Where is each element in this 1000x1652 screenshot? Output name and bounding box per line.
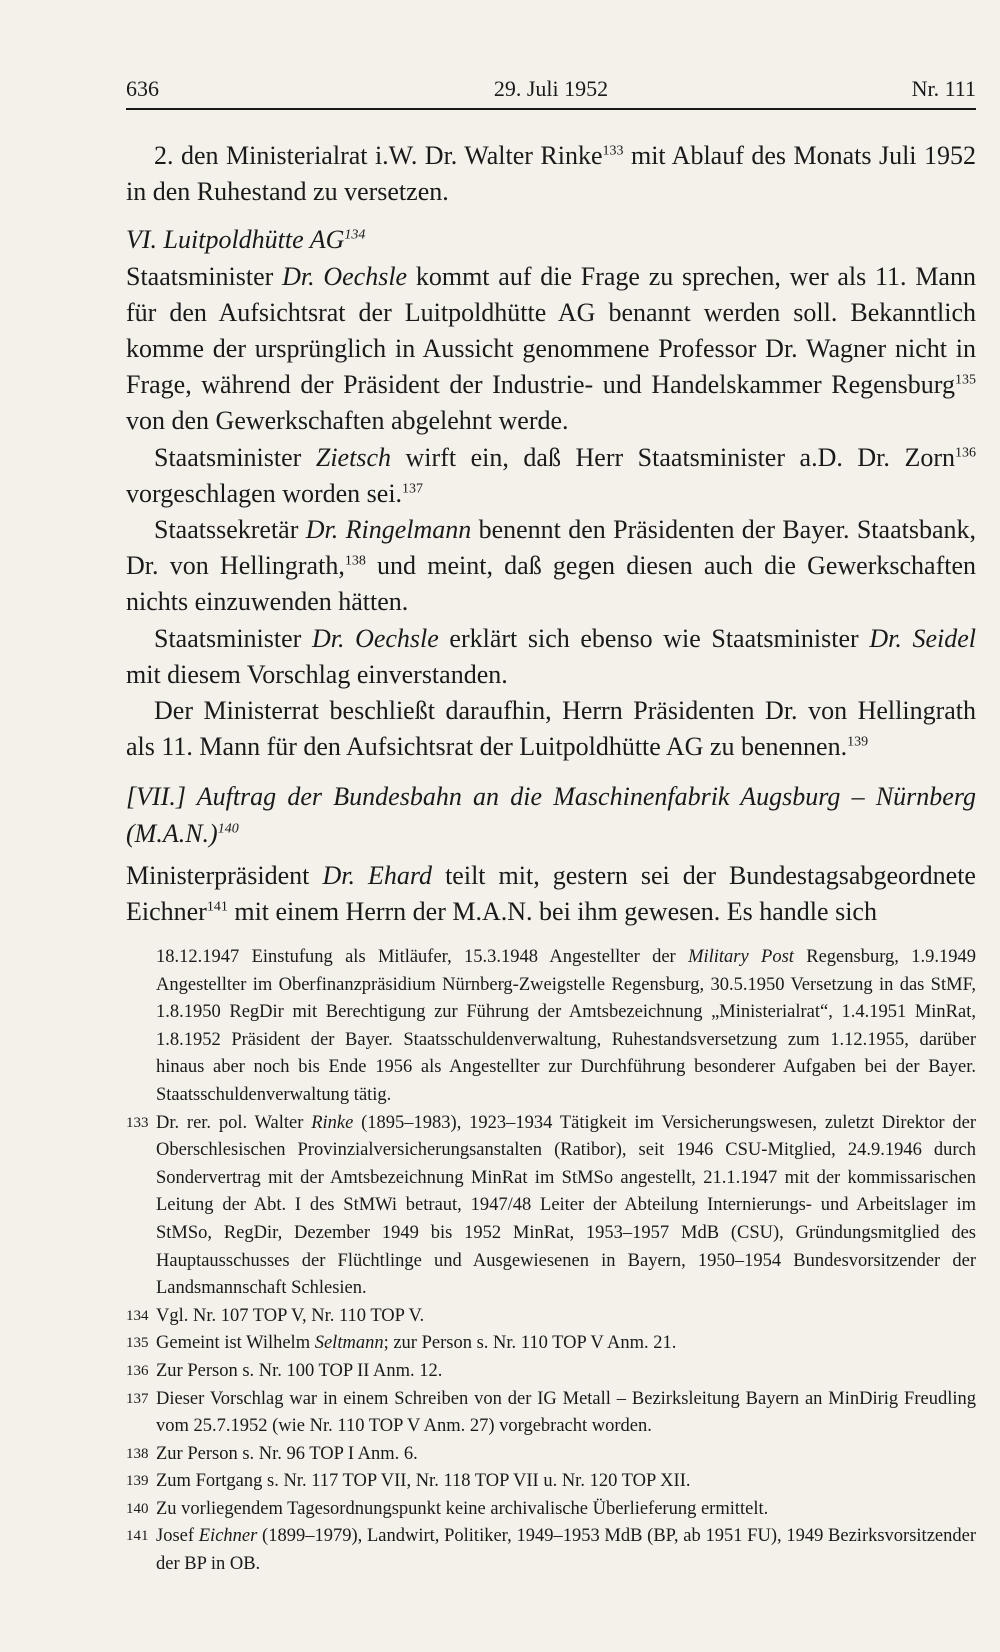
page-header: [126, 72, 976, 110]
text: Staatsminister: [154, 623, 312, 653]
text: und meint, daß gegen diesen auch die Gewerkschaften nichts einzuwenden hätten.: [126, 551, 976, 617]
heading-text: VI. Luitpoldhütte AG: [126, 225, 345, 255]
page-number: 636: [126, 76, 159, 101]
section-heading-vi: [126, 222, 976, 258]
footnote-ref: 138: [344, 553, 366, 569]
text: Zu vorliegendem Tagesordnungspunkt keine archivalische Überlieferung ermittelt.: [156, 1498, 769, 1519]
text: Der Ministerrat beschließt daraufhin, Herrn Präsidenten Dr. von Hellingrath als 11. Mann für den Aufsichtsrat der Luitpoldhütte AG zu benennen.: [126, 696, 976, 762]
text: Gemeint ist Wilhelm: [156, 1333, 315, 1354]
text: Regensburg, 1.9.1949 Angestellter im Oberfinanzpräsidium Nürnberg-Zweigstelle Regensburg, 30.5.1950 Versetzung in das StMF, 1.8.1950 RegDir mit Berechtigung zur Führung der Amtsbezeichnung „Ministerialrat“, 1.4.1951 MinRat, 1.8.1952 Präsident der Bayer. Staatsschuldenverwaltung, Ruhestandsversetzung zum 1.12.1955, darüber hinaus aber noch bis Ende 1956 als Angestellter zur Durchführung besonderer Aufgaben bei der Bayer. Staatsschuldenverwaltung tätig.: [156, 947, 976, 1105]
person-title: Dr.: [282, 261, 315, 291]
footnote-137: [126, 1386, 976, 1441]
text: Staatsminister: [154, 442, 316, 472]
footnotes: [126, 944, 976, 1579]
text: Staatsminister: [126, 261, 283, 291]
text: 18.12.1947 Einstufung als Mitläufer, 15.3.1948 Angestellter der: [156, 947, 689, 967]
footnote-number: 136: [126, 1362, 149, 1379]
footnote-133: [126, 1110, 976, 1303]
footnote-number: 141: [126, 1528, 149, 1545]
footnote-134: [126, 1303, 976, 1331]
person-name: Dr. Oechsle: [311, 623, 439, 653]
text: Ministerpräsident: [126, 860, 323, 890]
bracket: [: [126, 782, 137, 812]
text: (1899–1979), Landwirt, Politiker, 1949–1953 MdB (BP, ab 1951 FU), 1949 Bezirksvorsitzender der BP in OB.: [156, 1526, 976, 1575]
footnote-number: 140: [126, 1500, 149, 1517]
text: 2. den Ministerialrat i.W. Dr. Walter Rinke: [154, 141, 603, 170]
paragraph-zietsch: [126, 440, 976, 512]
person-name: Dr. Ehard: [322, 860, 433, 890]
paragraph-oechsle-agrees: [126, 621, 976, 693]
text: teilt mit, gestern sei der Bundestagsabgeordnete Eichner: [126, 860, 976, 927]
footnote-ref: 136: [955, 444, 976, 460]
footnote-continuation: [156, 944, 976, 1110]
footnote-ref: 135: [955, 372, 976, 388]
text: (1895–1983), 1923–1934 Tätigkeit im Versicherungswesen, zuletzt Direktor der Oberschlesischen Provinzialversicherungsanstalten (Ratibor), seit 1946 CSU-Mitglied, 24.9.1946 durch Sondervertrag mit der Amtsbezeichnung MinRat im StMSo angestellt, 21.1.1947 mit der kommissarischen Leitung der Abt. I des StMWi betraut, 1947/48 Leiter der Abteilung Internierungs- und Arbeitslager im StMSo, RegDir, Dezember 1949 bis 1952 MinRat, 1953–1957 MdB (CSU), Gründungsmitglied des Hauptausschusses der Flüchtlinge und Ausgewiesenen in Bayern, 1950–1954 Bundesvorsitzender der Landsmannschaft Schlesien.: [156, 1112, 976, 1299]
text: Dieser Vorschlag war in einem Schreiben von der IG Metall – Bezirksleitung Bayern an MinDirig Freudling vom 25.7.1952 (wie Nr. 110 TOP V Anm. 27) vorgebracht worden.: [156, 1388, 976, 1437]
heading-text: Auftrag der Bundesbahn an die Maschinenfabrik Augsburg – Nürnberg (M.A.N.): [126, 782, 976, 848]
footnote-number: 139: [126, 1473, 149, 1490]
person-name: Dr. Ringelmann: [305, 515, 472, 545]
header-date: 29. Juli 1952: [493, 76, 609, 101]
text: Staatssekretär: [154, 515, 306, 545]
section-number: VII.: [136, 782, 176, 812]
footnote-number: 133: [126, 1114, 149, 1131]
paragraph-rinke: [126, 138, 976, 210]
italic-text: Seltmann: [314, 1333, 384, 1354]
text: Vgl. Nr. 107 TOP V, Nr. 110 TOP V.: [156, 1305, 425, 1326]
italic-text: Military Post: [688, 947, 794, 967]
footnote-ref: 137: [402, 481, 424, 497]
footnote-ref: 133: [602, 143, 624, 159]
text: wirft ein, daß Herr Staatsminister a.D. Dr. Zorn: [390, 442, 955, 472]
text: ; zur Person s. Nr. 110 TOP V Anm. 21.: [383, 1333, 677, 1354]
paragraph-decision: [126, 693, 976, 765]
footnote-ref: 141: [206, 899, 228, 915]
footnote-140: [126, 1496, 976, 1524]
person-name: Dr. Seidel: [869, 623, 976, 653]
footnote-ref: 134: [344, 227, 366, 243]
footnote-135: [126, 1330, 976, 1358]
section-heading-vii: [126, 779, 976, 851]
text: von den Gewerkschaften abgelehnt werde.: [126, 406, 569, 436]
paragraph-ringelmann: [126, 512, 976, 621]
main-text: [126, 138, 976, 930]
footnote-139: [126, 1468, 976, 1496]
person-name: Oechsle: [314, 261, 408, 291]
text: Dr. rer. pol. Walter: [156, 1112, 312, 1133]
footnote-number: 137: [126, 1390, 149, 1407]
text: mit Ablauf des Monats Juli 1952 in den Ruhestand zu versetzen.: [126, 141, 976, 207]
text: Josef: [156, 1526, 199, 1547]
text: erklärt sich ebenso wie Staatsminister: [438, 623, 870, 653]
footnote-number: 138: [126, 1445, 149, 1462]
bracket: ]: [175, 782, 186, 812]
italic-text: Eichner: [198, 1526, 258, 1547]
text: mit einem Herrn der M.A.N. bei ihm gewesen. Es handle sich: [227, 897, 877, 927]
footnote-ref: 139: [847, 734, 869, 750]
footnote-number: 135: [126, 1335, 149, 1352]
footnote-ref: 140: [217, 821, 239, 836]
italic-text: Rinke: [311, 1112, 354, 1133]
text: Zur Person s. Nr. 96 TOP I Anm. 6.: [156, 1443, 418, 1464]
text: vorgeschlagen worden sei.: [126, 478, 403, 508]
text: benennt den Präsidenten der Bayer. Staatsbank, Dr. von Hellingrath,: [126, 515, 976, 581]
footnote-141: [126, 1523, 976, 1578]
paragraph-ehard: [126, 858, 976, 930]
footnote-138: [126, 1441, 976, 1469]
text: mit diesem Vorschlag einverstanden.: [126, 659, 508, 689]
footnote-number: 134: [126, 1307, 149, 1324]
header-issue: Nr. 111: [911, 76, 976, 101]
text: Zur Person s. Nr. 100 TOP II Anm. 12.: [156, 1360, 443, 1381]
person-name: Zietsch: [315, 442, 391, 472]
text: Zum Fortgang s. Nr. 117 TOP VII, Nr. 118 TOP VII u. Nr. 120 TOP XII.: [156, 1471, 691, 1492]
footnote-136: [126, 1358, 976, 1386]
paragraph-oechsle: [126, 259, 976, 440]
text: kommt auf die Frage zu sprechen, wer als 11. Mann für den Aufsichtsrat der Luitpoldhütte AG benannt werden soll. Bekanntlich komme der ursprünglich in Aussicht genommene Professor Dr. Wagner nicht in Frage, während der Präsident der Industrie- und Handelskammer Regensburg: [126, 261, 976, 400]
